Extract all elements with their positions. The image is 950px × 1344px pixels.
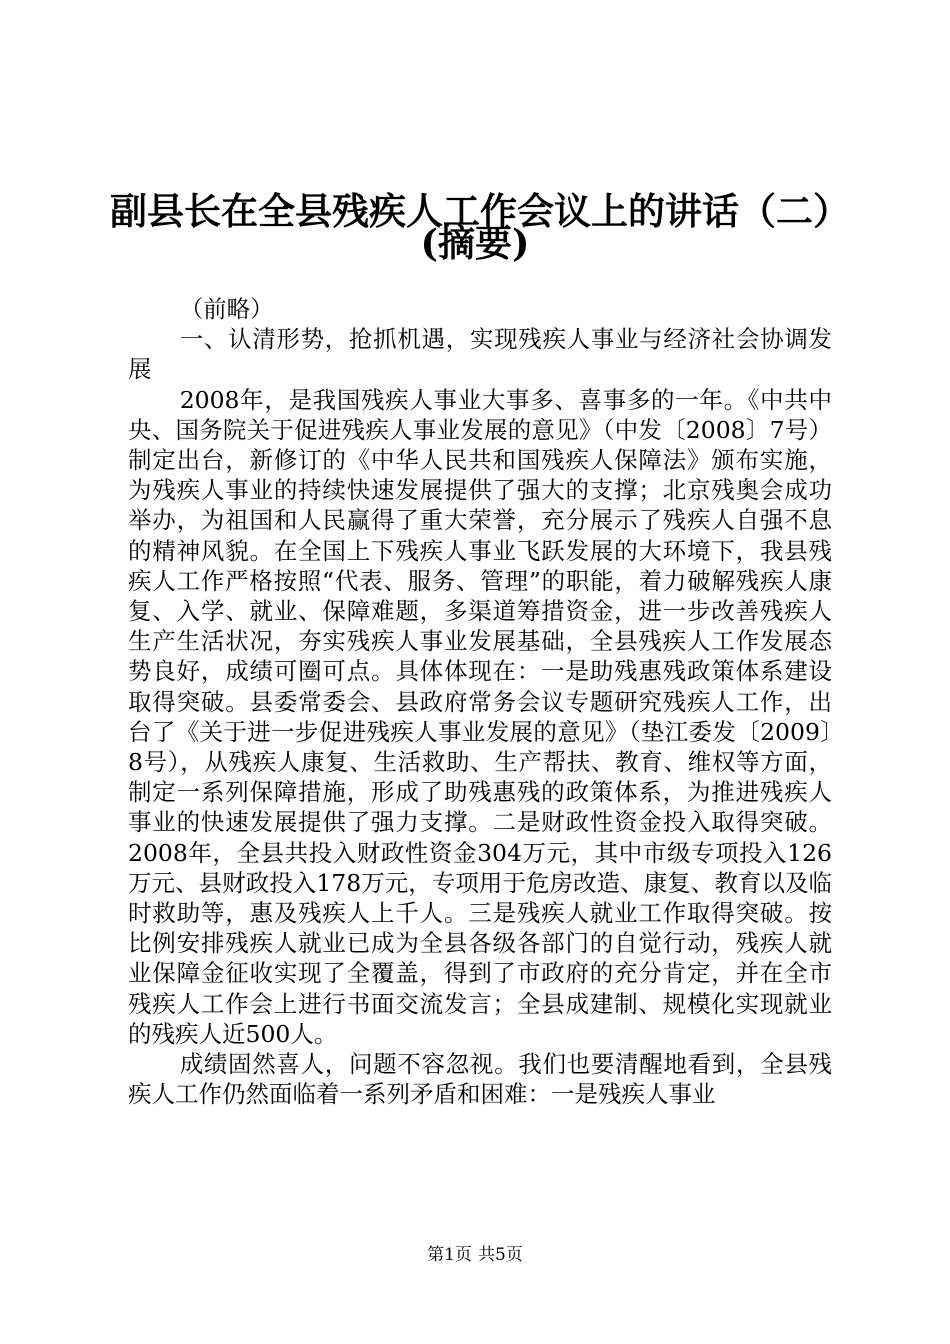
paragraph-section-heading: 一、认清形势，抢抓机遇，实现残疾人事业与经济社会协调发展 bbox=[128, 325, 832, 384]
document-title: 副县长在全县残疾人工作会议上的讲话（二） bbox=[110, 189, 850, 233]
page-footer bbox=[0, 1244, 950, 1266]
document-subtitle: (摘要) bbox=[420, 221, 530, 265]
paragraph-preface: （前略） bbox=[179, 295, 274, 323]
document-body bbox=[128, 294, 832, 1109]
paragraph-main: 2008年，是我国残疾人事业大事多、喜事多的一年。《中共中央、国务院关于促进残疾人事业发展的意见》（中发〔2008〕7号）制定出台，新修订的《中华人民共和国残疾人保障法》颁布实施，为残疾人事业的持续快速发展提供了强大的支撑；北京残奥会成功举办，为祖国和人民赢得了重大荣誉，充分展示了残疾人自强不息的精神风貌。在全国上下残疾人事业飞跃发展的大环境下，我县残疾人工作严格按照“代表、服务、管理”的职能，着力破解残疾人康复、入学、就业、保障难题，多渠道筹措资金，进一步改善残疾人生产生活状况，夯实残疾人事业发展基础，全县残疾人工作发展态势良好，成绩可圈可点。具体体现在：一是助残惠残政策体系建设取得突破。县委常委会、县政府常务会议专题研究残疾人工作，出台了《关于进一步促进残疾人事业发展的意见》（垫江委发〔2009〕8号），从残疾人康复、生活救助、生产帮扶、教育、维权等方面，制定一系列保障措施，形成了助残惠残的政策体系，为推进残疾人事业的快速发展提供了强力支撑。二是财政性资金投入取得突破。2008年，全县共投入财政性资金304万元，其中市级专项投入126万元、县财政投入178万元，专项用于危房改造、康复、教育以及临时救助等，惠及残疾人上千人。三是残疾人就业工作取得突破。按比例安排残疾人就业已成为全县各级各部门的自觉行动，残疾人就业保障金征收实现了全覆盖，得到了市政府的充分肯定，并在全市残疾人工作会上进行书面交流发言；全县成建制、规模化实现就业的残疾人近500人。 bbox=[128, 385, 832, 1048]
page-number: 第1页 bbox=[427, 1245, 472, 1265]
paragraph-problems: 成绩固然喜人，问题不容忽视。我们也要清醒地看到，全县残疾人工作仍然面临着一系列矛盾和困难：一是残疾人事业 bbox=[128, 1050, 832, 1109]
page-total: 共5页 bbox=[478, 1245, 523, 1265]
